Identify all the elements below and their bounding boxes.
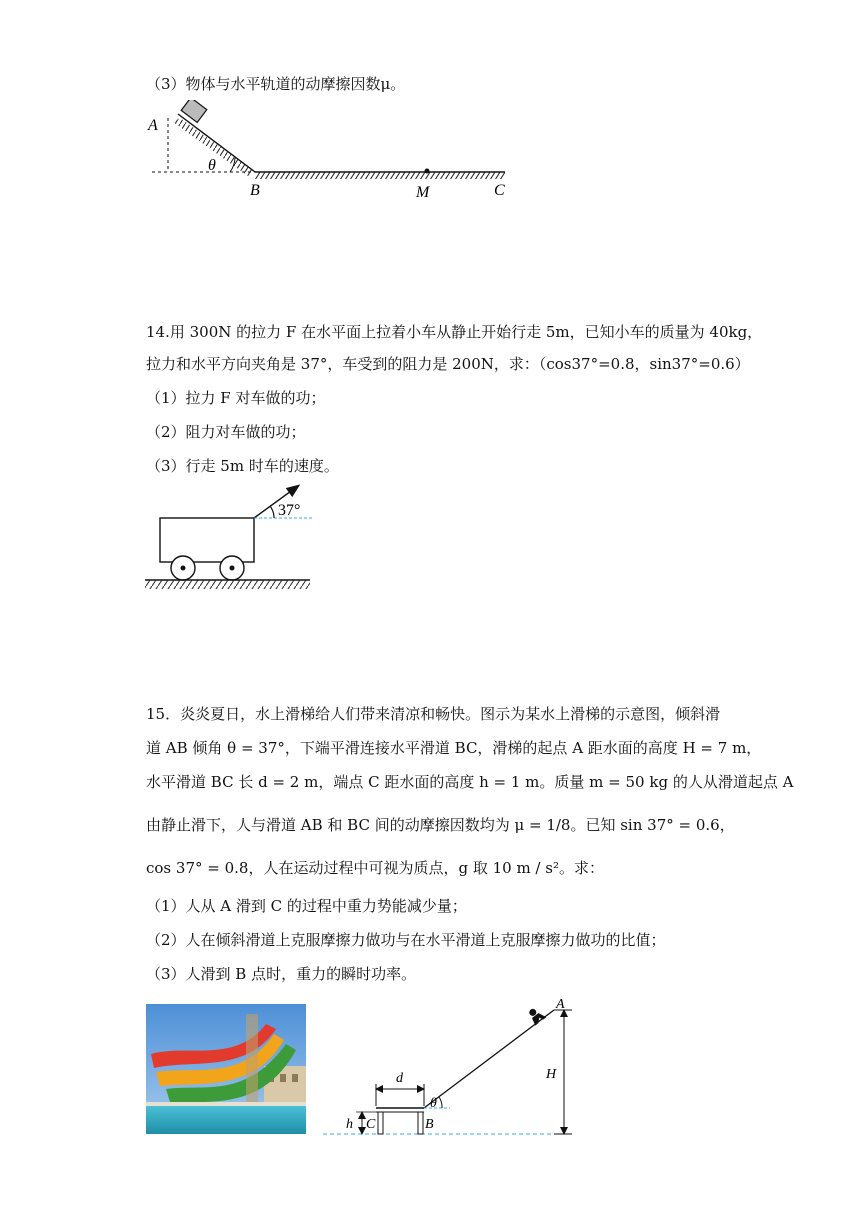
q14-stem-line2: 拉力和水平方向夹角是 37°，车受到的阻力是 200N，求：（cos37°=0.8，sin37°=0.6） xyxy=(146,355,750,373)
q15-slide-diagram xyxy=(318,996,588,1142)
label-c: C xyxy=(366,1117,376,1132)
q14-stem-line1: 14.用 300N 的拉力 F 在水平面上拉着小车从静止开始行走 5m，已知小车的质量为 40kg， xyxy=(146,323,763,341)
q14-part1: （1）拉力 F 对车做的功； xyxy=(146,389,326,407)
label-h-small: h xyxy=(346,1117,353,1132)
label-c: C xyxy=(494,182,505,199)
q15-part3: （3）人滑到 B 点时，重力的瞬时功率。 xyxy=(146,965,417,983)
angle-arc xyxy=(270,506,274,518)
support-b xyxy=(418,1112,423,1134)
q13-part3: （3）物体与水平轨道的动摩擦因数μ。 xyxy=(146,75,406,93)
label-b: B xyxy=(250,182,260,199)
support-c xyxy=(378,1112,383,1134)
q13-incline-diagram xyxy=(140,100,530,205)
point-m xyxy=(425,169,430,174)
theta-arc xyxy=(439,1097,442,1108)
q14-part2: （2）阻力对车做的功； xyxy=(146,423,306,441)
q15-stem-line3: 水平滑道 BC 长 d = 2 m，端点 C 距水面的高度 h = 1 m。质量 m = 50 kg 的人从滑道起点 A xyxy=(146,773,794,791)
label-a: A xyxy=(556,997,565,1012)
cart-body xyxy=(160,518,254,562)
label-m: M xyxy=(416,184,430,201)
label-b: B xyxy=(425,1117,434,1132)
q15-part2: （2）人在倾斜滑道上克服摩擦力做功与在水平滑道上克服摩擦力做功的比值； xyxy=(146,931,666,949)
q15-stem-line4: 由静止滑下，人与滑道 AB 和 BC 间的动摩擦因数均为 μ = 1/8。已知 sin 37° = 0.6， xyxy=(146,816,735,834)
label-d: d xyxy=(396,1071,403,1086)
label-a: A xyxy=(148,117,158,134)
q14-part3: （3）行走 5m 时车的速度。 xyxy=(146,457,339,475)
label-theta: θ xyxy=(430,1096,437,1111)
q14-cart-diagram xyxy=(140,478,330,596)
label-theta: θ xyxy=(208,157,216,174)
q15-part1: （1）人从 A 滑到 C 的过程中重力势能减少量； xyxy=(146,897,467,915)
angle-label: 37° xyxy=(278,502,301,519)
q15-stem-line1: 15．炎炎夏日，水上滑梯给人们带来清凉和畅快。图示为某水上滑梯的示意图，倾斜滑 xyxy=(146,705,721,723)
waterslide-photo xyxy=(146,1004,306,1134)
person-icon xyxy=(526,1005,547,1026)
incline-surface xyxy=(178,114,255,172)
track-hatch xyxy=(255,172,505,179)
q15-stem-line2: 道 AB 倾角 θ = 37°，下端平滑连接水平滑道 BC，滑梯的起点 A 距水面的高度 H = 7 m， xyxy=(146,739,762,757)
q15-stem-line5: cos 37° = 0.8，人在运动过程中可视为质点，g 取 10 m / s²。求： xyxy=(146,859,604,877)
label-h-large: H xyxy=(546,1067,557,1082)
ground-hatch xyxy=(145,580,310,589)
incline-ab xyxy=(424,1010,554,1108)
